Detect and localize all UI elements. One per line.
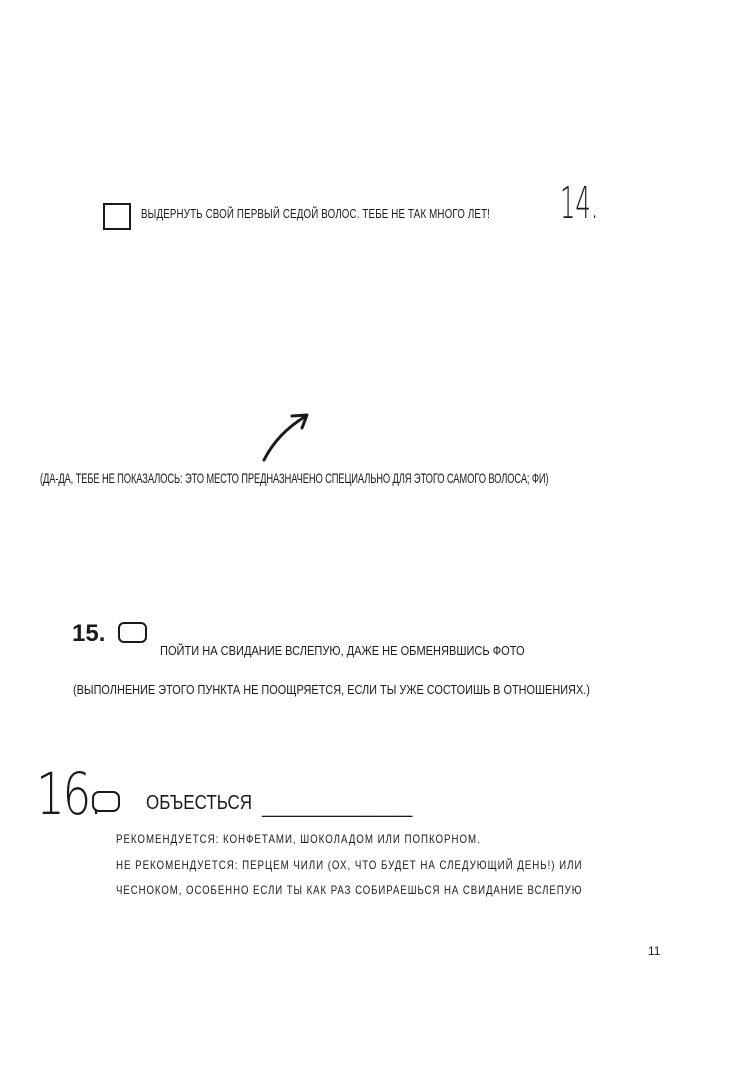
item-15-note: (ВЫПОЛНЕНИЕ ЭТОГО ПУНКТА НЕ ПООЩРЯЕТСЯ, ЕСЛИ ТЫ УЖЕ СОСТОИШЬ В ОТНОШЕНИЯХ.) <box>73 682 590 697</box>
checkbox-14[interactable] <box>103 203 131 230</box>
item-14-note: (ДА-ДА, ТЕБЕ НЕ ПОКАЗАЛОСЬ: ЭТО МЕСТО ПРЕДНАЗНАЧЕНО СПЕЦИАЛЬНО ДЛЯ ЭТОГО САМОГО ВОЛОСА; ФИ) <box>40 470 549 486</box>
item-15-number: 15. <box>72 620 106 647</box>
item-14-text: ВЫДЕРНУТЬ СВОЙ ПЕРВЫЙ СЕДОЙ ВОЛОС. ТЕБЕ НЕ ТАК МНОГО ЛЕТ! <box>141 207 491 221</box>
page-number: 11 <box>648 944 661 958</box>
item-16-text: ОБЪЕСТЬСЯ <box>146 792 253 814</box>
item-16-blank: ___________________ <box>262 796 413 818</box>
arrow-up-right-icon <box>258 408 318 468</box>
item-16-number: 16. <box>36 760 101 828</box>
item-14-number: 14. <box>560 178 599 229</box>
item-16-not-recommended-1: НЕ РЕКОМЕНДУЕТСЯ: ПЕРЦЕМ ЧИЛИ (ОХ, ЧТО БУДЕТ НА СЛЕДУЮЩИЙ ДЕНЬ!) ИЛИ <box>116 858 583 872</box>
item-15-text: ПОЙТИ НА СВИДАНИЕ ВСЛЕПУЮ, ДАЖЕ НЕ ОБМЕНЯВШИСЬ ФОТО <box>160 643 525 658</box>
checkbox-16[interactable] <box>92 791 120 812</box>
item-16-not-recommended-2: ЧЕСНОКОМ, ОСОБЕННО ЕСЛИ ТЫ КАК РАЗ СОБИРАЕШЬСЯ НА СВИДАНИЕ ВСЛЕПУЮ <box>116 883 583 897</box>
item-16-recommended: РЕКОМЕНДУЕТСЯ: КОНФЕТАМИ, ШОКОЛАДОМ ИЛИ ПОПКОРНОМ. <box>116 832 481 846</box>
checkbox-15[interactable] <box>118 622 147 643</box>
